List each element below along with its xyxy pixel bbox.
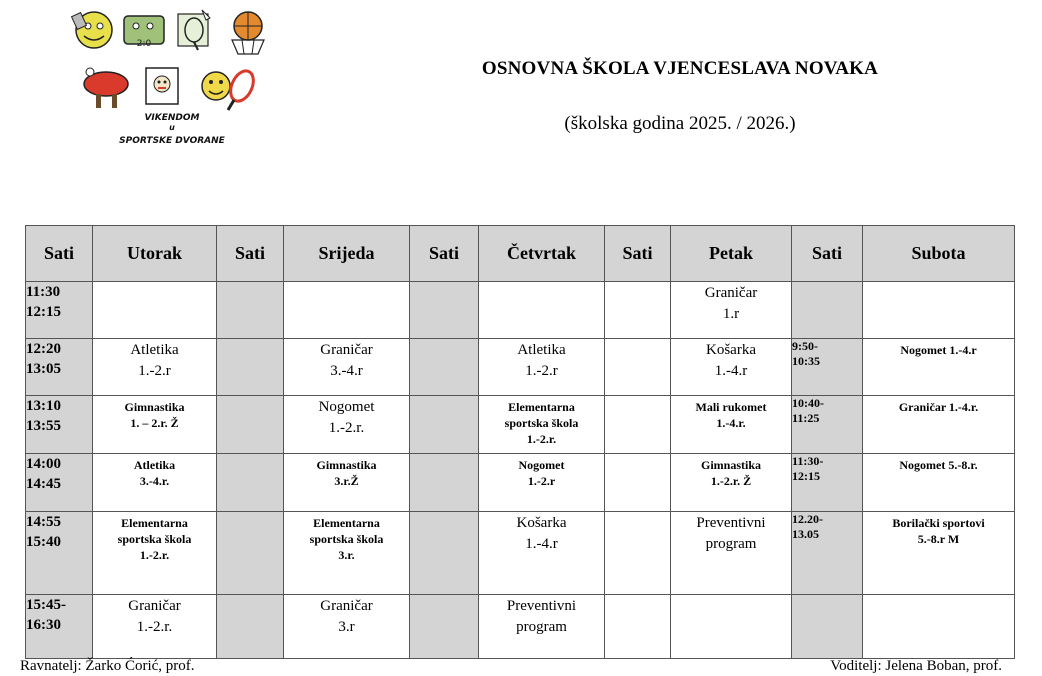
- col-header: Sati: [410, 226, 479, 282]
- cell-line: 1.-2.r.: [136, 619, 173, 635]
- cell-line: 3.r.Ž: [334, 474, 359, 488]
- cell-line: 14:45: [26, 476, 61, 492]
- cell-line: Gimnastika: [316, 458, 377, 472]
- cell-line: sportska škola: [117, 532, 192, 546]
- header-row: [26, 226, 1015, 282]
- logo-caption-line3: SPORTSKE DVORANE: [119, 136, 225, 146]
- time-cell-empty: [217, 595, 284, 659]
- cell-line: 12:20: [26, 341, 61, 357]
- utorak-cell: [93, 396, 217, 454]
- time-cell: [26, 595, 93, 659]
- table-row: [26, 454, 1015, 512]
- subota-cell: [863, 595, 1015, 659]
- school-name: OSNOVNA ŠKOLA VJENCESLAVA NOVAKA: [481, 58, 879, 79]
- cell-line: Graničar 1.-4.r.: [898, 400, 979, 414]
- cell-line: Graničar: [704, 285, 758, 301]
- cell-line: 14:00: [26, 456, 61, 472]
- utorak-cell: [93, 454, 217, 512]
- cell-line: 12:15: [792, 469, 820, 483]
- saturday-time-cell: [792, 282, 863, 339]
- cell-line: Mali rukomet: [695, 400, 767, 414]
- table-row: [26, 396, 1015, 454]
- petak-cell: [671, 282, 792, 339]
- subota-cell: [863, 339, 1015, 396]
- petak-cell: [671, 512, 792, 595]
- leader-signature: Voditelj: Jelena Boban, prof.: [830, 658, 1002, 674]
- petak-cell: [671, 339, 792, 396]
- cell-line: sportska škola: [504, 416, 579, 430]
- time-cell-empty: [410, 282, 479, 339]
- time-cell: [26, 454, 93, 512]
- subota-cell: [863, 512, 1015, 595]
- col-header: Četvrtak: [479, 226, 605, 282]
- cell-line: 3.r.: [338, 548, 355, 562]
- cell-line: 12:15: [26, 304, 61, 320]
- cetvrtak-cell: [479, 512, 605, 595]
- cell-line: Nogomet: [518, 458, 565, 472]
- cell-line: 11:30-: [792, 454, 824, 468]
- cell-line: Elementarna: [508, 400, 575, 414]
- cell-line: Gimnastika: [124, 400, 185, 414]
- school-year: (školska godina 2025. / 2026.): [564, 113, 796, 134]
- time-cell-empty: [217, 454, 284, 512]
- cell-line: Atletika: [517, 342, 566, 358]
- cell-line: 13:55: [26, 418, 61, 434]
- cell-line: program: [516, 619, 567, 635]
- time-cell-empty: [605, 339, 671, 396]
- time-cell-empty: [217, 396, 284, 454]
- cell-line: 3.r: [338, 619, 355, 635]
- cell-line: Nogomet 1.-4.r: [900, 343, 977, 357]
- petak-cell: [671, 396, 792, 454]
- time-cell-empty: [605, 595, 671, 659]
- utorak-cell: [93, 512, 217, 595]
- srijeda-cell: [284, 396, 410, 454]
- srijeda-cell: [284, 282, 410, 339]
- scoreboard-icon: [124, 16, 164, 49]
- time-cell-empty: [217, 339, 284, 396]
- cell-line: 1.-2.r.: [526, 432, 557, 446]
- cell-line: Preventivni: [506, 598, 577, 614]
- cell-line: 13.05: [792, 527, 819, 541]
- cell-line: 13:10: [26, 398, 61, 414]
- cell-line: 1.-4.r: [714, 363, 748, 379]
- time-cell-empty: [605, 512, 671, 595]
- cell-line: 5.-8.r M: [917, 532, 960, 546]
- cell-line: 1.-2.r: [525, 363, 558, 379]
- cell-line: 15:45-: [26, 597, 66, 613]
- cell-line: Graničar: [320, 342, 373, 358]
- cell-line: Atletika: [130, 342, 179, 358]
- time-cell-empty: [410, 339, 479, 396]
- schedule-table: [25, 225, 1015, 659]
- col-header: Sati: [792, 226, 863, 282]
- principal-signature: Ravnatelj: Žarko Ćorić, prof.: [20, 658, 195, 674]
- cell-line: 10:40-: [792, 396, 824, 410]
- cell-line: 1.-2.r.: [139, 548, 170, 562]
- subota-cell: [863, 282, 1015, 339]
- cell-line: sportska škola: [309, 532, 384, 546]
- cell-line: program: [705, 536, 757, 552]
- cell-line: 1.-2.r. Ž: [710, 474, 752, 488]
- time-cell-empty: [410, 595, 479, 659]
- table-row: [26, 339, 1015, 396]
- table-tennis-icon: [84, 68, 128, 108]
- saturday-time-cell: [792, 339, 863, 396]
- srijeda-cell: [284, 512, 410, 595]
- utorak-cell: [93, 282, 217, 339]
- cell-line: 1.-4.r.: [716, 416, 746, 430]
- col-header: Sati: [26, 226, 93, 282]
- cell-line: 1. – 2.r. Ž: [130, 416, 179, 430]
- cell-line: 12.20-: [792, 512, 823, 526]
- col-header: Utorak: [93, 226, 217, 282]
- cell-line: Košarka: [706, 342, 756, 358]
- time-cell-empty: [217, 282, 284, 339]
- srijeda-cell: [284, 454, 410, 512]
- time-cell: [26, 396, 93, 454]
- table-row: [26, 282, 1015, 339]
- cetvrtak-cell: [479, 595, 605, 659]
- col-header: Subota: [863, 226, 1015, 282]
- table-row: [26, 512, 1015, 595]
- logo-caption-line1: VIKENDOM: [144, 113, 200, 123]
- time-cell: [26, 282, 93, 339]
- petak-cell: [671, 454, 792, 512]
- cell-line: 11:25: [792, 411, 820, 425]
- logo-caption-line2: u: [169, 123, 175, 132]
- cetvrtak-cell: [479, 339, 605, 396]
- cell-line: 3.-4.r.: [139, 474, 170, 488]
- saturday-time-cell: [792, 595, 863, 659]
- tennis-racket-icon: [202, 67, 258, 110]
- cell-line: Graničar: [320, 598, 373, 614]
- col-header: Srijeda: [284, 226, 410, 282]
- cell-line: 3.-4.r: [330, 363, 363, 379]
- time-cell-empty: [605, 282, 671, 339]
- cell-line: 14:55: [26, 514, 61, 530]
- cell-line: Elementarna: [313, 516, 380, 530]
- cell-line: 16:30: [26, 617, 61, 633]
- cell-line: 1.-2.r.: [328, 420, 365, 436]
- utorak-cell: [93, 339, 217, 396]
- sports-illustration: [70, 6, 274, 149]
- cell-line: 1.-2.r: [527, 474, 556, 488]
- saturday-time-cell: [792, 396, 863, 454]
- cetvrtak-cell: [479, 282, 605, 339]
- time-cell-empty: [605, 454, 671, 512]
- time-cell: [26, 512, 93, 595]
- cell-line: Nogomet 5.-8.r.: [899, 458, 978, 472]
- cell-line: Borilački sportovi: [892, 516, 985, 530]
- goalkeeper-icon: [146, 68, 178, 104]
- cell-line: Elementarna: [121, 516, 188, 530]
- petak-cell: [671, 595, 792, 659]
- tennis-ball-icon: [72, 12, 112, 48]
- saturday-time-cell: [792, 512, 863, 595]
- cell-line: Košarka: [516, 515, 567, 531]
- time-cell-empty: [410, 396, 479, 454]
- cell-line: Atletika: [133, 458, 176, 472]
- col-header: Sati: [217, 226, 284, 282]
- badminton-icon: [178, 10, 210, 50]
- cell-line: 1.-4.r: [525, 536, 558, 552]
- time-cell-empty: [217, 512, 284, 595]
- cell-line: 13:05: [26, 361, 61, 377]
- cell-line: 15:40: [26, 534, 61, 550]
- basketball-icon: [232, 12, 264, 54]
- cell-line: 1.r: [722, 306, 740, 322]
- col-header: Sati: [605, 226, 671, 282]
- table-row: [26, 595, 1015, 659]
- subota-cell: [863, 454, 1015, 512]
- cell-line: 1.-2.r: [138, 363, 171, 379]
- sports-logo: [70, 6, 274, 149]
- srijeda-cell: [284, 339, 410, 396]
- cell-line: 10:35: [792, 354, 820, 368]
- cetvrtak-cell: [479, 454, 605, 512]
- time-cell-empty: [410, 454, 479, 512]
- cell-line: Graničar: [128, 598, 181, 614]
- cetvrtak-cell: [479, 396, 605, 454]
- utorak-cell: [93, 595, 217, 659]
- cell-line: 11:30: [26, 284, 61, 300]
- time-cell-empty: [410, 512, 479, 595]
- time-cell-empty: [605, 396, 671, 454]
- scoreboard-text: 2:0: [136, 39, 152, 49]
- cell-line: 9:50-: [792, 339, 818, 353]
- cell-line: Preventivni: [696, 515, 766, 531]
- cell-line: Gimnastika: [700, 458, 761, 472]
- subota-cell: [863, 396, 1015, 454]
- col-header: Petak: [671, 226, 792, 282]
- saturday-time-cell: [792, 454, 863, 512]
- cell-line: Nogomet: [318, 399, 375, 415]
- time-cell: [26, 339, 93, 396]
- srijeda-cell: [284, 595, 410, 659]
